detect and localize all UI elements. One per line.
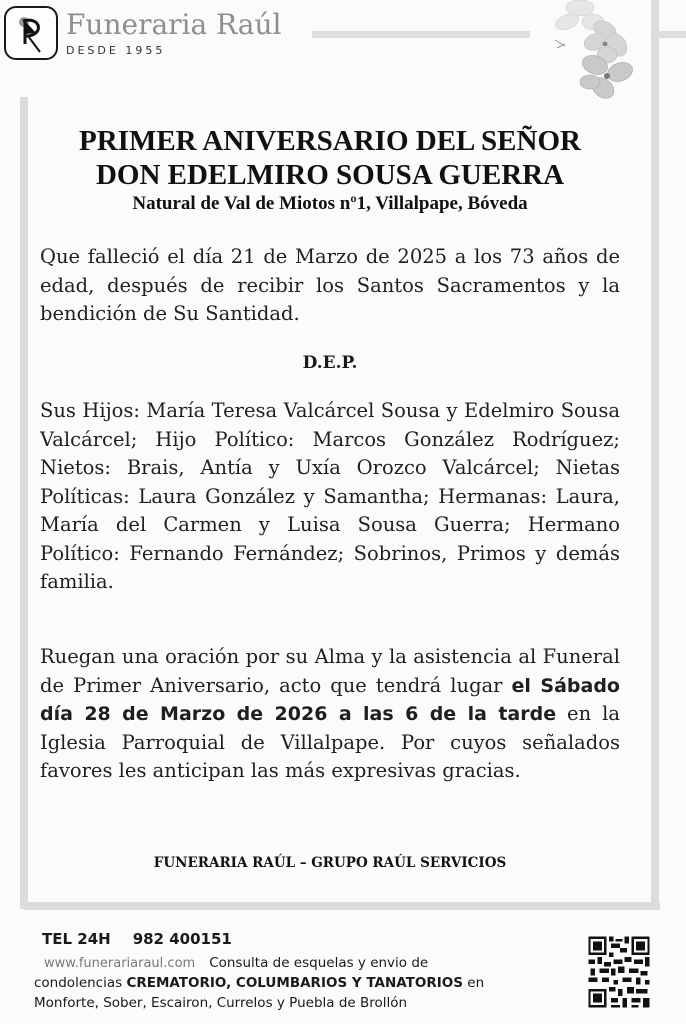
services-line <box>34 975 574 991</box>
frame-border-bottom <box>24 902 660 910</box>
frame-border-top-right <box>655 31 686 38</box>
signature: FUNERARIA RAÚL – GRUPO RAÚL SERVICIOS <box>153 855 507 871</box>
frame-border-top <box>312 31 530 38</box>
family-paragraph: Sus Hijos: María Teresa Valcárcel Sousa y Edelmiro Sousa Valcárcel; Hijo Político: Marcos González Rodríguez; Nietos: Brais, Antía y Uxía Orozco Valcárcel; Nietas Políticas: Laura González y Samantha; Hermanas: Laura, María del Carmen y Luisa Sousa Guerra; Hermano Político: Fernando Fernández; Sobrinos, Primos y demás familia. <box>40 399 620 593</box>
website-link[interactable]: www.funerariaraul.com <box>44 956 196 971</box>
notice-title <box>40 124 620 192</box>
condolences-text: condolencias <box>34 975 127 991</box>
service-datetime: el Sábado día 28 de Marzo de 2026 a las 6 de la tarde <box>40 674 620 725</box>
brand-logo <box>4 6 281 60</box>
footer <box>34 930 574 1011</box>
phone-line <box>42 930 574 948</box>
title-line-1: PRIMER ANIVERSARIO DEL SEÑOR <box>79 125 581 157</box>
qr-code-icon[interactable] <box>586 934 652 1010</box>
service-outro: en la Iglesia Parroquial de Villalpape. Por cuyos señalados favores les anticipan las más expresivas gracias. <box>40 702 621 782</box>
logo-r-icon <box>4 6 58 60</box>
phone-number[interactable]: 982 400151 <box>132 930 232 948</box>
website-line <box>34 955 574 971</box>
frame-border-right <box>651 0 659 910</box>
deceased-origin: Natural de Val de Miotos nº1, Villalpape, Bóveda <box>132 193 528 214</box>
rip-label: D.E.P. <box>302 353 358 373</box>
phone-label: TEL 24H <box>42 930 111 948</box>
service-paragraph <box>40 643 620 786</box>
locations-line: Monforte, Sober, Escairon, Currelos y Puebla de Brollón <box>34 995 408 1011</box>
consult-text: Consulta de esquelas y envio de <box>209 955 429 971</box>
brand-name: Funeraria Raúl <box>66 8 282 41</box>
frame-border-left <box>20 97 28 909</box>
death-paragraph: Que falleció el día 21 de Marzo de 2025 a los 73 años de edad, después de recibir los Santos Sacramentos y la bendición de Su Santidad. <box>40 245 620 325</box>
title-line-2: DON EDELMIRO SOUSA GUERRA <box>95 159 565 191</box>
service-intro: Ruegan una oración por su Alma y la asistencia al Funeral de Primer Aniversario, acto que tendrá lugar <box>40 645 620 697</box>
plumeria-flowers-icon <box>535 0 645 105</box>
services-list: CREMATORIO, COLUMBARIOS Y TANATORIOS <box>126 975 463 991</box>
brand-since: DESDE 1955 <box>66 44 166 57</box>
services-suffix: en <box>462 975 485 991</box>
